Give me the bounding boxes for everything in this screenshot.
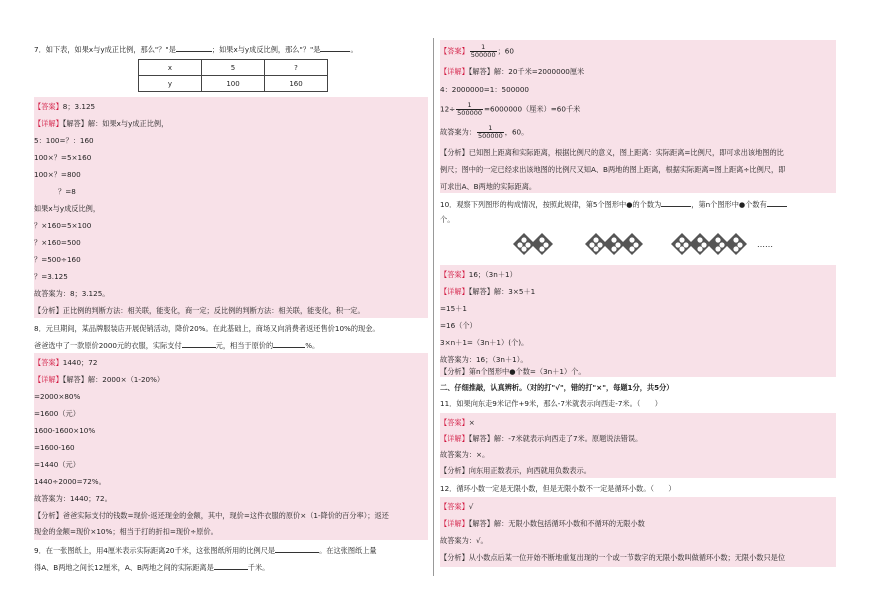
solution-line: ？×160=5×100 [34,221,92,230]
fraction: $\frac{1}{500000}$ [457,101,482,117]
q9-answer: 【答案】 $\frac{1}{500000}$ ；60 [440,43,514,59]
solution-line: ？=3.125 [34,272,68,281]
solution-line: 100×？=800 [34,170,81,179]
fraction: $\frac{1}{500000}$ [470,43,496,59]
q9-question-line2: 得A、B两地之间长12厘米，A、B两地之间的实际距离是 千米。 [34,563,270,572]
q12-answer: 【答案】√ [440,502,474,511]
solution-line: =1600（元） [34,409,80,418]
solution-line: 如果x与y成反比例， [34,204,101,213]
q9-analysis-line3: 可求出A、B两地的实际距离。 [440,182,537,191]
q10-analysis: 【分析】第n个图形中●个数=（3n＋1）个。 [440,367,586,376]
solution-line: 1600-1600×10% [34,426,96,435]
diamond-figure-2c [620,232,644,256]
q8-answer: 【答案】1440；72 [34,358,98,367]
q8-question-line1: 8．元旦期间，某品牌服装店开展促销活动，降价20%。在此基础上，商场又向消费者返还售价10%的现金。 [34,324,380,333]
q8-analysis-line2: 现金的金额=现价×10%；相当于打的折扣=现价÷原价。 [34,527,218,536]
q7-table: x 5 ? y 100 160 [138,59,328,92]
q8-question-line2: 爸爸选中了一款原价2000元的衣服，实际支付 元，相当于原价的 %。 [34,341,320,350]
solution-line: 故答案为：16；（3n＋1）。 [440,355,528,364]
q12-question: 12．循环小数一定是无限小数，但是无限小数不一定是循环小数。（ ） [440,484,676,493]
q9-detail: 【详解】【解答】解：20千米=2000000厘米 [440,67,585,76]
solution-line: 4：2000000=1：500000 [440,85,529,94]
diamond-figure-1b [530,232,554,256]
q9-analysis-line1: 【分析】已知图上距离和实际距离，根据比例尺的意义，图上距离：实际距离=比例尺，即可求出该地图的比 [440,148,784,157]
q11-detail: 【详解】【解答】解：-7米就表示向西走了7米。原题说法错误。 [440,434,643,443]
pattern-figures [512,232,782,258]
solution-line: 100×？=5×160 [34,153,92,162]
ellipsis: …… [757,240,773,249]
q11-conclusion: 故答案为：×。 [440,450,490,459]
q10-answer: 【答案】16；（3n＋1） [440,270,517,279]
solution-line: ？×160=500 [34,238,81,247]
solution-line: 5：100=？：160 [34,136,94,145]
q12-analysis: 【分析】从小数点后某一位开始不断地重复出现的一个或一节数字的无限小数叫做循环小数；无限小数只是位 [440,553,786,562]
q8-analysis-line1: 【分析】爸爸实际支付的钱数=现价-返还现金的金额，其中，现价=这件衣服的原价×（1-降价的百分率）；返还 [34,511,389,520]
q11-question: 11．如果向东走9米记作+9米，那么-7米就表示向西走-7米。（ ） [440,399,662,408]
diamond-figure-3d [724,232,748,256]
fraction: $\frac{1}{500000}$ [477,124,503,140]
solution-line: =1600-160 [34,443,75,452]
q10-detail: 【详解】【解答】解：3×5＋1 [440,287,536,296]
q10-question-line2: 个。 [440,215,455,224]
q7-question: 7．如下表，如果x与y成正比例，那么"？"是 ；如果x与y成反比例，那么"？"是 。 [34,45,358,54]
solution-line: 3×n＋1=（3n＋1）(个)。 [440,338,529,347]
solution-line: =1440（元） [34,460,80,469]
q7-answer: 【答案】8；3.125 [34,102,96,111]
q11-answer: 【答案】× [440,418,475,427]
column-divider [433,38,434,576]
solution-line: =2000×80% [34,392,81,401]
solution-line: 故答案为：1440；72。 [34,494,112,503]
solution-line: =15＋1 [440,304,467,313]
solution-line: ？=500÷160 [34,255,81,264]
q7-detail: 【详解】【解答】解：如果x与y成正比例， [34,119,169,128]
solution-line: 故答案为：8；3.125。 [34,289,110,298]
q9-analysis-line2: 例尺；图中的一定已经求出该地图的比例尺又知A、B两地的图上距离，根据实际距离=图上距离÷比例尺，即 [440,165,786,174]
solution-line: =16（个） [440,321,477,330]
q9-question-line1: 9．在一张图纸上，用4厘米表示实际距离20千米，这张图纸所用的比例尺是 。在这张图纸上量 [34,546,377,555]
q12-detail: 【详解】【解答】解：无限小数包括循环小数和不循环的无限小数 [440,519,645,528]
solution-line: 1440÷2000=72%。 [34,477,106,486]
solution-line: 12÷ $\frac{1}{500000}$ =6000000（厘米）=60千米 [440,101,581,117]
q10-question-line1: 10．观察下列图形的构成情况，按照此规律，第5个图形中●的个数为 ，第n个图形中●个数有 [440,199,787,210]
q11-analysis: 【分析】向东用正数表示，向西就用负数表示。 [440,466,591,475]
q12-conclusion: 故答案为：√。 [440,536,488,545]
solution-line: ？=8 [58,187,76,196]
q8-detail: 【详解】【解答】解：2000×（1-20%） [34,375,165,384]
q7-analysis: 【分析】正比例的判断方法：相关联，能变化，商一定；反比例的判断方法：相关联，能变化，积一定。 [34,306,365,315]
section-2-heading: 二、仔细推敲，认真辨析。（对的打"√"，错的打"×"，每题1分，共5分） [440,383,674,392]
solution-line: 故答案为： $\frac{1}{500000}$ ，60。 [440,124,529,140]
